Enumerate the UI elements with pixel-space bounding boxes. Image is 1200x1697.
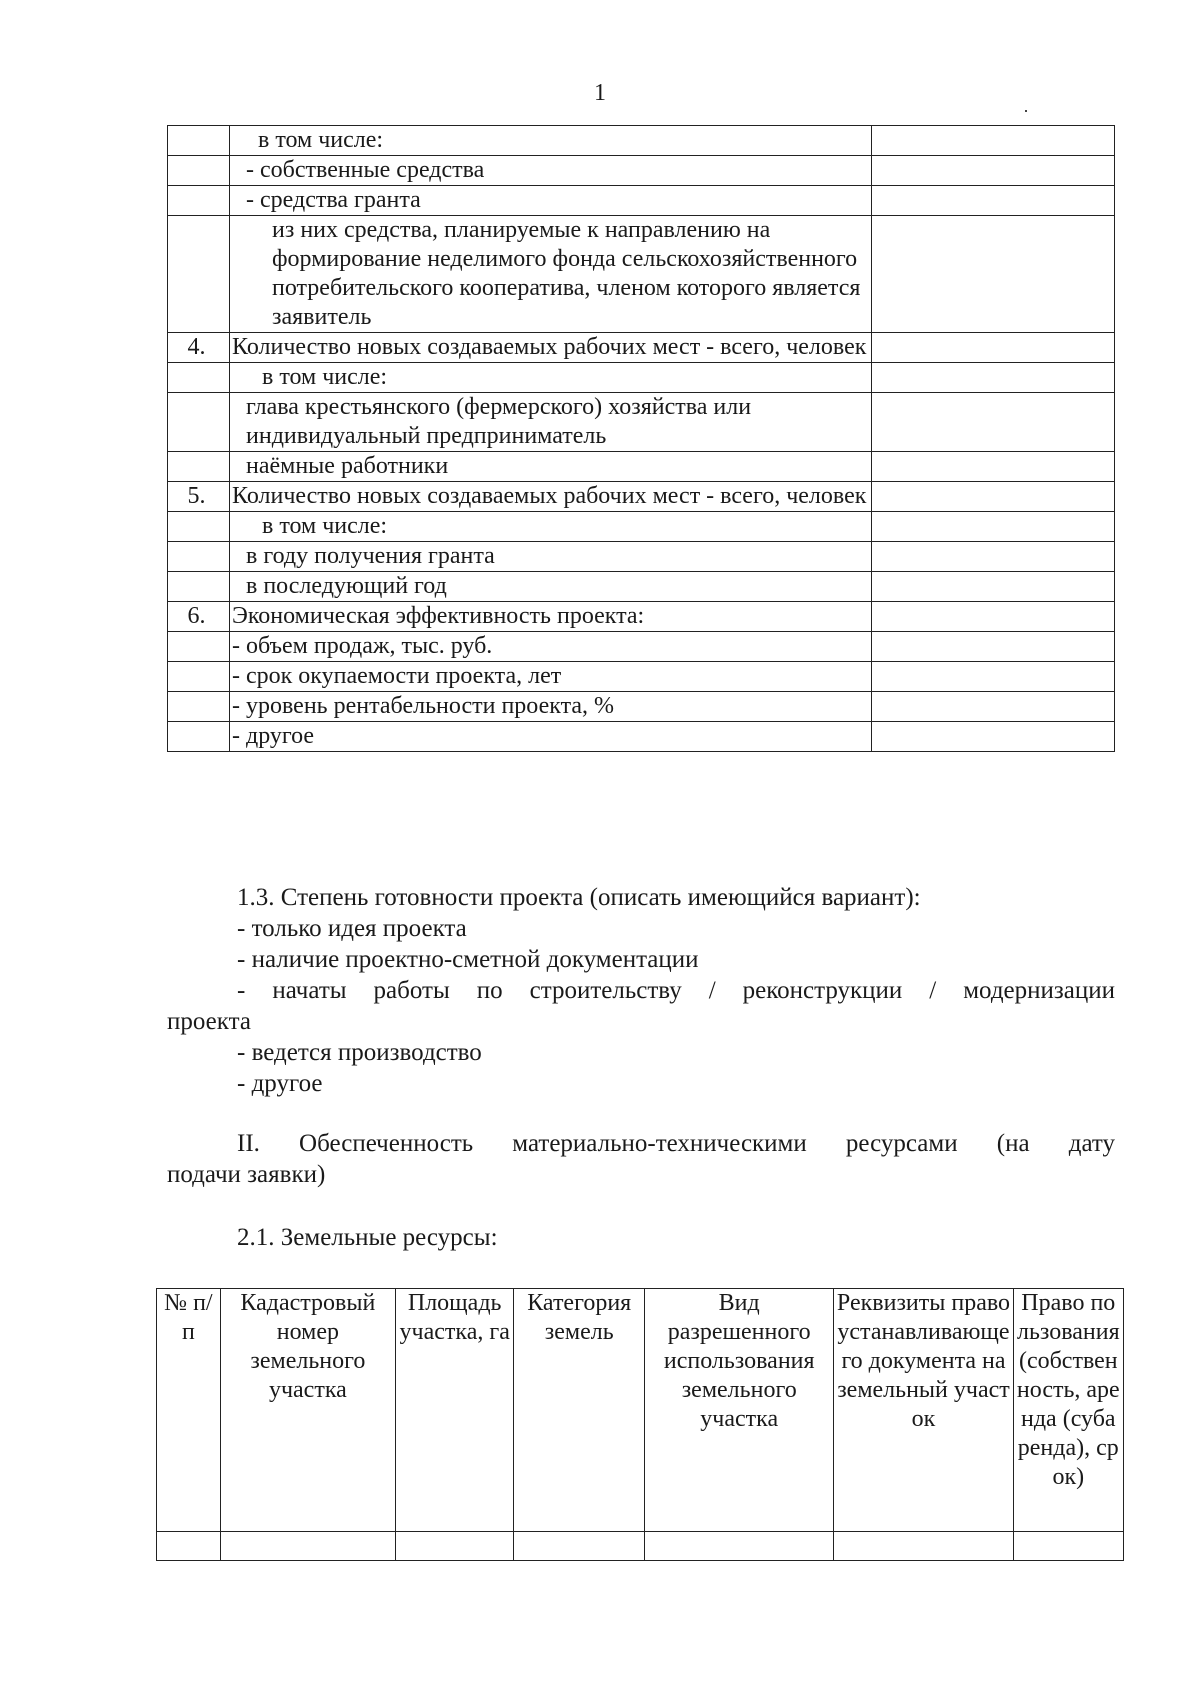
indicator-number: 6.: [168, 602, 230, 632]
indicator-row: [168, 692, 1115, 722]
empty-cell: [157, 1532, 221, 1561]
empty-cell: [514, 1532, 645, 1561]
indicator-value: [872, 692, 1115, 722]
project-indicators-table-body: [168, 126, 1115, 752]
indicator-row: [168, 393, 1115, 452]
indicator-row: [168, 482, 1115, 512]
header-land-category: Категория земель: [527, 1290, 632, 1345]
indicator-row: [168, 632, 1115, 662]
indicator-row: [168, 722, 1115, 752]
indicator-value: [872, 722, 1115, 752]
indicator-value: [872, 572, 1115, 602]
readiness-option-documentation: - наличие проектно-сметной документации: [237, 946, 699, 973]
indicator-number: 4.: [168, 333, 230, 363]
empty-cell: [395, 1532, 513, 1561]
indicator-number: [168, 186, 230, 216]
indicator-description: Количество новых создаваемых рабочих мест - всего, человек: [230, 482, 872, 512]
header-usage-right: Право пользования (собственность, аренда (субаренда), срок): [1016, 1290, 1120, 1490]
header-cell-cadastral: [220, 1289, 395, 1532]
indicator-row: [168, 186, 1115, 216]
indicator-number: [168, 542, 230, 572]
indicator-row: [168, 216, 1115, 333]
indicator-row: [168, 333, 1115, 363]
empty-cell: [645, 1532, 834, 1561]
section-1-3: [167, 882, 1115, 1099]
indicator-description: наёмные работники: [230, 452, 872, 482]
indicator-number: [168, 452, 230, 482]
indicator-value: [872, 662, 1115, 692]
section-2-title: II. Обеспеченность материально-техническими ресурсами (на дату: [237, 1130, 1115, 1157]
indicator-number: [168, 692, 230, 722]
indicator-description: в последующий год: [230, 572, 872, 602]
readiness-option-construction-cont: проекта: [167, 1008, 251, 1035]
header-area: Площадь участка, га: [399, 1290, 510, 1345]
indicator-description: - другое: [230, 722, 872, 752]
empty-cell: [834, 1532, 1013, 1561]
header-number: № п/п: [164, 1290, 213, 1345]
land-table-empty-row: [157, 1532, 1124, 1561]
indicator-description: в том числе:: [230, 126, 872, 156]
indicator-description: - срок окупаемости проекта, лет: [230, 662, 872, 692]
indicator-value: [872, 512, 1115, 542]
indicator-number: [168, 722, 230, 752]
indicator-row: [168, 662, 1115, 692]
indicator-value: [872, 542, 1115, 572]
header-cadastral-number: Кадастровый номер земельного участка: [240, 1290, 376, 1403]
indicator-description: - средства гранта: [230, 186, 872, 216]
indicator-number: 5.: [168, 482, 230, 512]
indicator-value: [872, 216, 1115, 333]
section-2-1: [167, 1222, 1115, 1253]
indicator-value: [872, 482, 1115, 512]
header-cell-title-document: [834, 1289, 1013, 1532]
indicator-number: [168, 662, 230, 692]
indicator-number: [168, 512, 230, 542]
indicator-description: Количество новых создаваемых рабочих мест - всего, человек: [230, 333, 872, 363]
indicator-row: [168, 572, 1115, 602]
indicator-value: [872, 393, 1115, 452]
indicator-row: [168, 542, 1115, 572]
indicator-value: [872, 126, 1115, 156]
readiness-option-production: - ведется производство: [237, 1039, 482, 1066]
header-cell-usage-right: [1013, 1289, 1123, 1532]
indicator-number: [168, 126, 230, 156]
header-title-document: Реквизиты правоустанавливающего документа на земельный участок: [836, 1290, 1011, 1432]
indicator-number: [168, 216, 230, 333]
indicator-row: [168, 602, 1115, 632]
indicator-row: [168, 512, 1115, 542]
indicator-description: глава крестьянского (фермерского) хозяйства или индивидуальный предприниматель: [230, 393, 872, 452]
indicator-value: [872, 363, 1115, 393]
section-2-title-cont: подачи заявки): [167, 1161, 326, 1188]
readiness-option-idea: - только идея проекта: [237, 915, 467, 942]
indicator-row: [168, 126, 1115, 156]
indicator-description: - собственные средства: [230, 156, 872, 186]
indicator-number: [168, 393, 230, 452]
indicator-row: [168, 363, 1115, 393]
indicator-value: [872, 602, 1115, 632]
header-cell-permitted-use: [645, 1289, 834, 1532]
indicator-value: [872, 156, 1115, 186]
indicator-number: [168, 572, 230, 602]
section-1-3-title: 1.3. Степень готовности проекта (описать имеющийся вариант):: [237, 884, 921, 911]
indicator-number: [168, 156, 230, 186]
empty-cell: [220, 1532, 395, 1561]
header-cell-area: [395, 1289, 513, 1532]
header-cell-category: [514, 1289, 645, 1532]
indicator-value: [872, 452, 1115, 482]
indicator-description: в том числе:: [230, 512, 872, 542]
header-permitted-use: Вид разрешенного использования земельного участка: [663, 1290, 815, 1432]
readiness-option-construction: - начаты работы по строительству / реконструкции / модернизации: [237, 977, 1115, 1004]
readiness-option-other: - другое: [237, 1070, 323, 1097]
indicator-number: [168, 632, 230, 662]
indicator-row: [168, 452, 1115, 482]
land-table-header-row: [157, 1289, 1124, 1532]
land-resources-table: [156, 1288, 1124, 1561]
section-2-1-title: 2.1. Земельные ресурсы:: [237, 1224, 498, 1251]
section-2: [167, 1128, 1115, 1190]
indicator-value: [872, 632, 1115, 662]
project-indicators-table: [167, 125, 1115, 752]
indicator-description: - объем продаж, тыс. руб.: [230, 632, 872, 662]
indicator-value: [872, 333, 1115, 363]
header-cell-number: [157, 1289, 221, 1532]
indicator-description: из них средства, планируемые к направлению на формирование неделимого фонда сельскохозяйственного потребительского кооператива, членом которого является заявитель: [230, 216, 872, 333]
indicator-description: Экономическая эффективность проекта:: [230, 602, 872, 632]
scan-speck: [1025, 110, 1027, 112]
indicator-description: - уровень рентабельности проекта, %: [230, 692, 872, 722]
indicator-description: в том числе:: [230, 363, 872, 393]
indicator-row: [168, 156, 1115, 186]
indicator-description: в году получения гранта: [230, 542, 872, 572]
empty-cell: [1013, 1532, 1123, 1561]
indicator-number: [168, 363, 230, 393]
indicator-value: [872, 186, 1115, 216]
page-number: 1: [594, 80, 606, 106]
